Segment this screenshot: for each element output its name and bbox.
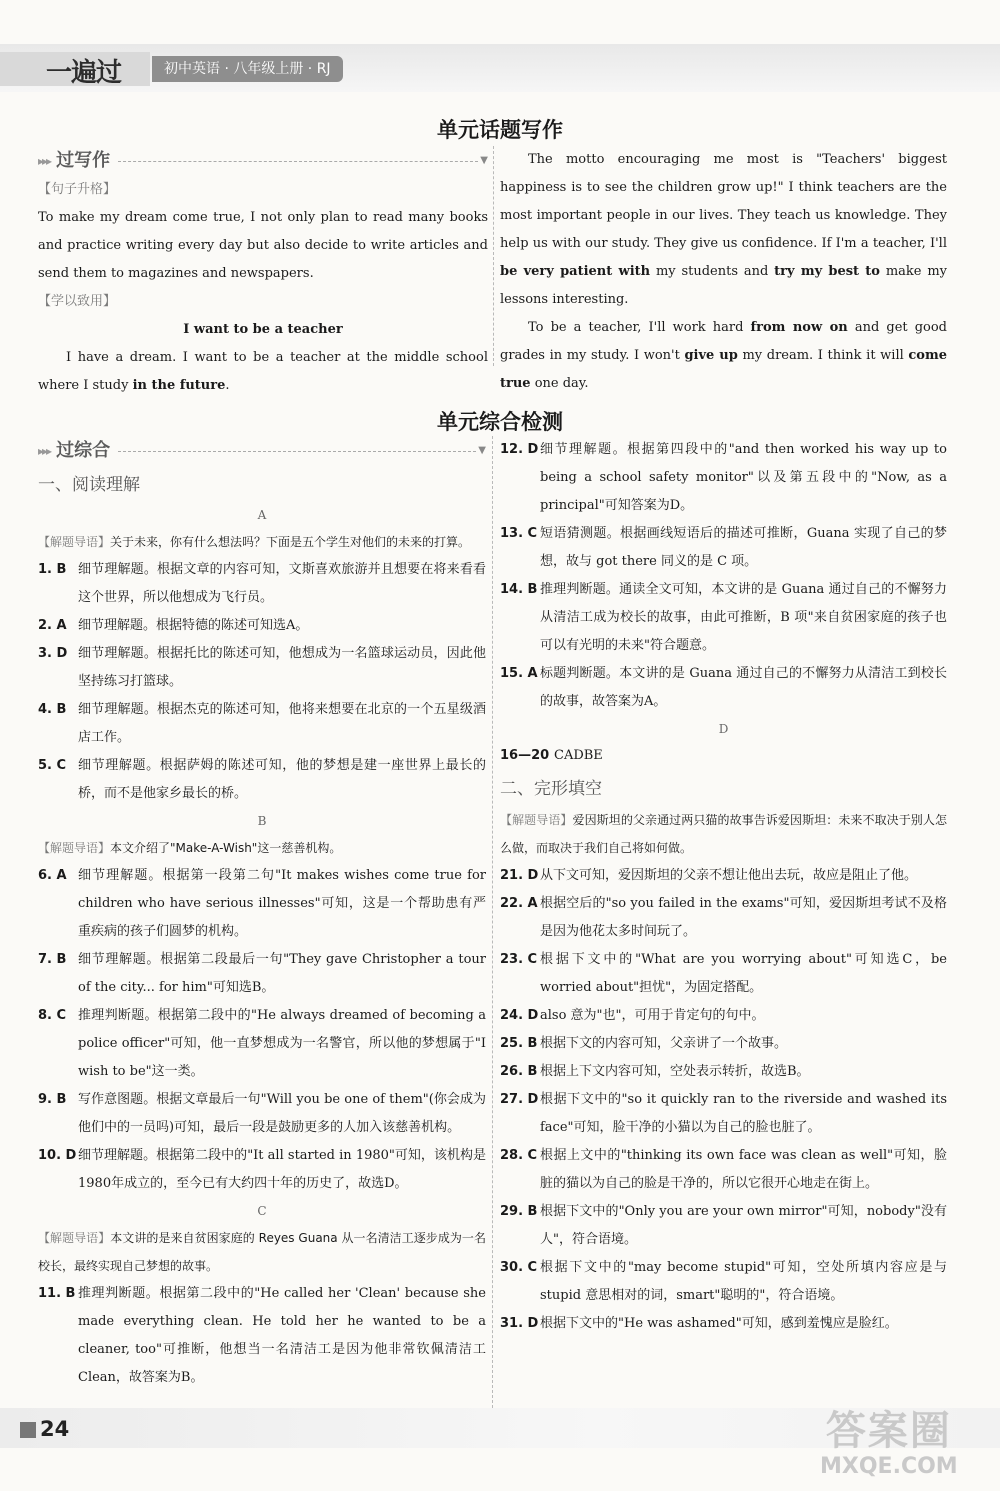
column-divider: [492, 436, 493, 1408]
answer-number: 27. D: [500, 1092, 539, 1107]
items-B: [38, 862, 486, 1198]
answer-explanation: 细节理解题。根据文章的内容可知，文斯喜欢旅游并且想要在将来看看这个世界，所以他想成为飞行员。: [78, 562, 486, 605]
answer-number: 25. B: [500, 1036, 538, 1051]
test-section-label: 过综合: [56, 440, 111, 461]
answer-explanation: 细节理解题。根据托比的陈述可知，他想成为一名篮球运动员，因此他坚持练习打篮球。: [78, 646, 486, 689]
answer-number: 8. C: [38, 1008, 67, 1023]
items-C-right: [500, 436, 947, 716]
answer-explanation: 根据下文的内容可知，父亲讲了一个故事。: [540, 1036, 788, 1051]
writing-right-column: [500, 146, 947, 398]
essay-paragraph-2: The motto encouraging me most is "Teachers' biggest happiness is to see the children grow up!" I think teachers are the most important people in our lives. They teach us knowledge. They help us with our study. They give us confidence. If I'm a teacher, I'll be very patient with my students and try my best to make my lessons interesting.: [500, 152, 948, 307]
essay-paragraph-1: I have a dream. I want to be a teacher at the middle school where I study in the future.: [38, 350, 488, 393]
series-tab: 初中英语 · 八年级上册 · RJ: [152, 56, 343, 82]
passage-letter-B: B: [257, 814, 267, 828]
answer-number: 24. D: [500, 1008, 539, 1023]
writing-title: 单元话题写作: [437, 118, 563, 142]
answer-number: 11. B: [38, 1286, 76, 1301]
header-band: [0, 44, 1000, 92]
answer-explanation: also 意为"也"，可用于肯定句的句中。: [540, 1008, 765, 1023]
column-divider: [493, 146, 494, 366]
answer-item: [500, 862, 947, 890]
answer-explanation: 细节理解题。根据第四段中的"and then worked his way up to being a school safety monitor"以及第五段中的"Now, as a principal"可知答案为D。: [540, 442, 947, 513]
answer-explanation: 写作意图题。根据文章最后一句"Will you be one of them"(你会成为他们中的一员吗)可知，最后一段是鼓励更多的人加入该慈善机构。: [78, 1092, 486, 1135]
phrase-bold: give up: [684, 348, 738, 363]
answer-explanation: 推理判断题。根据第二段中的"He called her 'Clean' because she made everything clean. He told her he wanted to be a cleaner, too"可推断，他想当一名清洁工是因为他非常钦佩清洁工 Clean，故答案为B。: [78, 1286, 486, 1385]
page-marker: [20, 1422, 36, 1438]
answer-explanation: 根据下文中的"What are you worrying about"可知选C，be worried about"担忧"，为固定搭配。: [540, 952, 947, 995]
phrase-bold: in the future: [132, 378, 226, 393]
section-rule: [118, 450, 476, 452]
answer-item: [500, 1254, 947, 1310]
answer-number: 4. B: [38, 702, 67, 717]
answer-item: [38, 640, 486, 696]
answer-item: [500, 1142, 947, 1198]
triangle-icon: ▼: [480, 155, 488, 166]
answer-item: [500, 1310, 947, 1338]
answer-explanation: 根据下文中的"Only you are your own mirror"可知，nobody"没有人"，符合语境。: [540, 1204, 947, 1247]
guide-B: 【解题导语】本文介绍了"Make-A-Wish"这一慈善机构。: [38, 841, 342, 855]
answer-item: [500, 520, 947, 576]
page-number: 24: [40, 1417, 70, 1441]
answer-explanation: 细节理解题。根据第二段最后一句"They gave Christopher a tour of the city... for him"可知选B。: [78, 952, 486, 995]
answer-number: 7. B: [38, 952, 67, 967]
answer-number: 26. B: [500, 1064, 538, 1079]
answer-explanation: 根据上文中的"thinking its own face was clean as well"可知，脸脏的猫以为自己的脸是干净的，所以它很开心地走在街上。: [540, 1148, 947, 1191]
passage-letter-D: D: [718, 722, 729, 736]
tag-upgrade: 【句子升格】: [38, 182, 117, 197]
logo: 一遍过: [46, 58, 122, 88]
answer-item: [500, 1086, 947, 1142]
answer-number: 10. D: [38, 1148, 77, 1163]
answer-number: 12. D: [500, 442, 539, 457]
writing-section-label: 过写作: [56, 150, 111, 171]
answer-item: [500, 660, 947, 716]
writing-section-header: [38, 146, 488, 176]
answer-number: 21. D: [500, 868, 539, 883]
answer-number: 13. C: [500, 526, 538, 541]
part-reading: 一、阅读理解: [38, 475, 140, 495]
answer-number: 2. A: [38, 618, 67, 633]
answer-explanation: 推理判断题。根据第二段中的"He always dreamed of becoming a police officer"可知，他一直梦想成为一名警官，所以他的梦想属于"I wish to be"这一类。: [78, 1008, 486, 1079]
section-rule: [118, 160, 478, 162]
phrase-bold: come true: [500, 348, 947, 391]
answer-number: 1. B: [38, 562, 67, 577]
answer-number: 3. D: [38, 646, 68, 661]
answer-explanation: 从下文可知，爱因斯坦的父亲不想让他出去玩，故应是阻止了他。: [540, 868, 918, 883]
answer-item: [500, 1002, 947, 1030]
answer-explanation: 短语猜测题。根据画线短语后的描述可推断，Guana 实现了自己的梦想，故与 got there 同义的是 C 项。: [540, 526, 947, 569]
answer-number: 30. C: [500, 1260, 538, 1275]
essay-paragraph-3: To be a teacher, I'll work hard from now on and get good grades in my study. I won't give up my dream. I think it will come true one day.: [500, 320, 947, 391]
essay-title: I want to be a teacher: [183, 322, 343, 337]
answer-item: [500, 1030, 947, 1058]
answer-explanation: 根据下文中的"He was ashamed"可知，感到羞愧应是脸红。: [540, 1316, 898, 1331]
answer-item: [38, 862, 486, 946]
answer-number: 29. B: [500, 1204, 538, 1219]
test-section-header: [38, 436, 486, 466]
answer-explanation: 根据上下文内容可知，空处表示转折，故选B。: [540, 1064, 810, 1079]
answer-number: 22. A: [500, 896, 538, 911]
watermark: 答案圈 MXQE.COM: [820, 1408, 958, 1479]
phrase-bold: try my best to: [774, 264, 880, 279]
guide-cloze: 【解题导语】爱因斯坦的父亲通过两只猫的故事告诉爱因斯坦：未来不取决于别人怎么做，而取决于我们自己将如何做。: [500, 813, 947, 855]
answer-number: 23. C: [500, 952, 538, 967]
answer-number: 6. A: [38, 868, 67, 883]
answer-item: [500, 436, 947, 520]
tag-apply: 【学以致用】: [38, 294, 117, 309]
passage-letter-A: A: [257, 508, 267, 522]
answer-number: 14. B: [500, 582, 538, 597]
answer-item: [500, 576, 947, 660]
answer-explanation: 细节理解题。根据萨姆的陈述可知，他的梦想是建一座世界上最长的桥，而不是他家乡最长的桥。: [78, 758, 486, 801]
guide-C: 【解题导语】本文讲的是来自贫困家庭的 Reyes Guana 从一名清洁工逐步成为一名校长，最终实现自己梦想的故事。: [38, 1231, 486, 1273]
items-C-left: [38, 1280, 486, 1392]
passage-letter-C: C: [257, 1204, 267, 1218]
part-cloze: 二、完形填空: [500, 779, 602, 799]
answer-item: [500, 1058, 947, 1086]
upgrade-sentence: To make my dream come true, I not only plan to read many books and practice writing every day but also decide to write articles and send them to magazines and newspapers.: [38, 210, 488, 281]
triangle-icon: ▼: [478, 445, 486, 456]
answer-item: [38, 1086, 486, 1142]
answer-number: 28. C: [500, 1148, 538, 1163]
answer-number: 15. A: [500, 666, 538, 681]
test-title: 单元综合检测: [437, 410, 563, 434]
decor-dots-icon: ▸▸▸: [38, 154, 51, 168]
answer-item: [38, 696, 486, 752]
writing-left-column: [38, 146, 488, 400]
answer-item: [500, 890, 947, 946]
items-cloze: [500, 862, 947, 1338]
guide-A: 【解题导语】关于未来，你有什么想法吗？下面是五个学生对他们的未来的打算。: [38, 535, 471, 549]
answer-explanation: 根据空后的"so you failed in the exams"可知，爱因斯坦考试不及格是因为他花太多时间玩了。: [540, 896, 947, 939]
answer-explanation: 细节理解题。根据特德的陈述可知选A。: [78, 618, 309, 633]
answers-D: 16—20 CADBE: [500, 748, 603, 763]
decor-dots-icon: ▸▸▸: [38, 444, 51, 458]
answer-item: [38, 556, 486, 612]
answer-number: 5. C: [38, 758, 67, 773]
answer-item: [38, 1002, 486, 1086]
answer-item: [500, 946, 947, 1002]
test-left-column: [38, 436, 486, 1392]
answer-explanation: 根据下文中的"may become stupid"可知，空处所填内容应是与 stupid 意思相对的词，smart"聪明的"，符合语境。: [540, 1260, 947, 1303]
answer-explanation: 细节理解题。根据杰克的陈述可知，他将来想要在北京的一个五星级酒店工作。: [78, 702, 486, 745]
answer-item: [500, 1198, 947, 1254]
answer-explanation: 标题判断题。本文讲的是 Guana 通过自己的不懈努力从清洁工到校长的故事，故答案为A。: [540, 666, 947, 709]
test-right-column: [500, 436, 947, 1338]
answer-number: 31. D: [500, 1316, 539, 1331]
answer-item: [38, 752, 486, 808]
answer-explanation: 推理判断题。通读全文可知，本文讲的是 Guana 通过自己的不懈努力从清洁工成为校长的故事，由此可推断，B 项"来自贫困家庭的孩子也可以有光明的未来"符合题意。: [540, 582, 947, 653]
answer-item: [38, 612, 486, 640]
answer-item: [38, 1280, 486, 1392]
answer-explanation: 细节理解题。根据第一段第二句"It makes wishes come true for children who have serious illnesses"可知，这是一个帮助患有严重疾病的孩子们圆梦的机构。: [78, 868, 486, 939]
answer-explanation: 细节理解题。根据第二段中的"It all started in 1980"可知，该机构是1980年成立的，至今已有大约四十年的历史了，故选D。: [78, 1148, 486, 1191]
items-A: [38, 556, 486, 808]
answer-item: [38, 1142, 486, 1198]
answer-number: 9. B: [38, 1092, 67, 1107]
answer-explanation: 根据下文中的"so it quickly ran to the riverside and washed its face"可知，脸干净的小猫以为自己的脸也脏了。: [540, 1092, 947, 1135]
phrase-bold: from now on: [750, 320, 848, 335]
phrase-bold: be very patient with: [500, 264, 651, 279]
answer-item: [38, 946, 486, 1002]
